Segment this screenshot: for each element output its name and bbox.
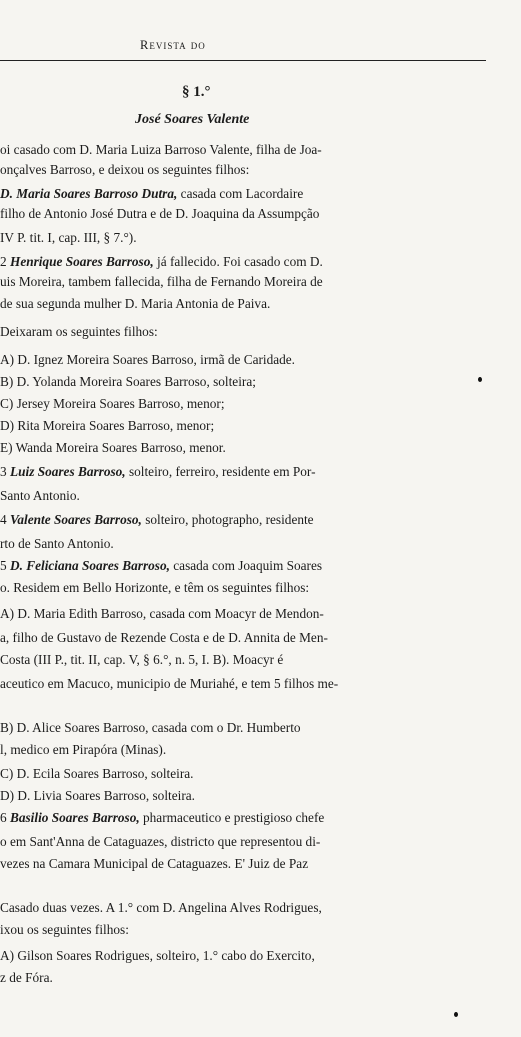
text-line	[0, 922, 129, 938]
text-segment: D) D. Livia Soares Barroso, solteira.	[0, 788, 195, 803]
text-segment: 4	[0, 512, 10, 527]
person-name: D. Feliciana Soares Barroso,	[9, 558, 170, 573]
running-head: Revista do	[140, 38, 206, 52]
text-segment: onçalves Barroso, e deixou os seguintes filhos:	[0, 162, 250, 177]
text-segment: oi casado com D. Maria Luiza Barroso Valente, filha de Joa-	[0, 142, 322, 157]
text-segment: B) D. Alice Soares Barroso, casada com o Dr. Humberto	[0, 720, 301, 735]
text-segment: E) Wanda Moreira Soares Barroso, menor.	[0, 440, 226, 455]
text-line	[0, 630, 328, 646]
text-line	[0, 810, 324, 826]
text-line	[0, 206, 319, 222]
scan-speck	[454, 1012, 458, 1017]
text-segment: pharmaceutico e prestigioso chefe	[139, 810, 325, 825]
section-number: § 1.°	[182, 84, 211, 100]
text-segment: o em Sant'Anna de Cataguazes, districto que representou di-	[0, 834, 321, 849]
text-line	[0, 834, 320, 850]
section-title: José Soares Valente	[135, 112, 250, 127]
text-line	[0, 676, 338, 692]
text-segment: casada com Lacordaire	[177, 186, 304, 201]
text-line	[0, 856, 308, 872]
text-line	[0, 254, 323, 270]
text-segment: D) Rita Moreira Soares Barroso, menor;	[0, 418, 215, 433]
text-line	[0, 324, 158, 340]
text-line	[0, 464, 316, 480]
text-line	[0, 512, 314, 528]
text-line	[0, 274, 323, 290]
header-rule	[0, 60, 486, 61]
text-segment: Deixaram os seguintes filhos:	[0, 324, 158, 339]
person-name: Luiz Soares Barroso,	[9, 464, 126, 479]
text-segment: 2	[0, 254, 10, 269]
text-segment: já fallecido. Foi casado com D.	[153, 254, 323, 269]
text-line	[0, 606, 324, 622]
text-segment: C) D. Ecila Soares Barroso, solteira.	[0, 766, 194, 781]
text-line	[0, 186, 303, 202]
text-segment: A) D. Maria Edith Barroso, casada com Moacyr de Mendon-	[0, 606, 324, 621]
text-segment: Santo Antonio.	[0, 488, 80, 503]
text-line	[0, 900, 322, 916]
text-segment: uis Moreira, tambem fallecida, filha de Fernando Moreira de	[0, 274, 323, 289]
text-line	[0, 652, 283, 668]
text-line	[0, 742, 166, 758]
text-segment: ixou os seguintes filhos:	[0, 922, 129, 937]
person-name: Henrique Soares Barroso,	[9, 254, 154, 269]
text-segment: Costa (III P., tit. II, cap. V, § 6.°, n. 5, I. B). Moacyr é	[0, 652, 284, 667]
text-line	[0, 296, 270, 312]
text-segment: rto de Santo Antonio.	[0, 536, 114, 551]
text-segment: 6	[0, 810, 10, 825]
scan-speck	[478, 377, 482, 382]
text-line	[0, 230, 137, 246]
text-segment: 3	[0, 464, 10, 479]
text-line	[0, 396, 225, 412]
text-line	[0, 948, 315, 964]
text-line	[0, 488, 80, 504]
text-line	[0, 440, 226, 456]
person-name: Basilio Soares Barroso,	[9, 810, 140, 825]
text-segment: o. Residem em Bello Horizonte, e têm os seguintes filhos:	[0, 580, 310, 595]
text-segment: vezes na Camara Municipal de Cataguazes. E' Juiz de Paz	[0, 856, 309, 871]
text-segment: aceutico em Macuco, municipio de Muriahé, e tem 5 filhos me-	[0, 676, 339, 691]
text-segment: B) D. Yolanda Moreira Soares Barroso, solteira;	[0, 374, 256, 389]
text-segment: a, filho de Gustavo de Rezende Costa e de D. Annita de Men-	[0, 630, 328, 645]
person-name: D. Maria Soares Barroso Dutra,	[0, 186, 178, 201]
text-segment: A) D. Ignez Moreira Soares Barroso, irmã de Caridade.	[0, 352, 296, 367]
text-line	[0, 352, 295, 368]
text-line	[0, 788, 195, 804]
text-segment: l, medico em Pirapóra (Minas).	[0, 742, 167, 757]
text-line	[0, 766, 194, 782]
text-line	[0, 536, 114, 552]
text-segment: z de Fóra.	[0, 970, 53, 985]
text-line	[0, 418, 214, 434]
text-segment: solteiro, ferreiro, residente em Por-	[125, 464, 316, 479]
text-segment: IV P. tit. I, cap. III, § 7.°).	[0, 230, 137, 245]
text-line	[0, 162, 249, 178]
text-line	[0, 142, 322, 158]
text-segment: filho de Antonio José Dutra e de D. Joaquina da Assumpção	[0, 206, 320, 221]
text-line	[0, 580, 309, 596]
text-segment: casada com Joaquim Soares	[169, 558, 323, 573]
text-segment: de sua segunda mulher D. Maria Antonia de Paiva.	[0, 296, 271, 311]
text-line	[0, 970, 53, 986]
text-segment: 5	[0, 558, 10, 573]
text-segment: Casado duas vezes. A 1.° com D. Angelina Alves Rodrigues,	[0, 900, 322, 915]
person-name: Valente Soares Barroso,	[9, 512, 142, 527]
text-segment: A) Gilson Soares Rodrigues, solteiro, 1.° cabo do Exercito,	[0, 948, 315, 963]
text-segment: solteiro, photographo, residente	[141, 512, 314, 527]
text-line	[0, 558, 322, 574]
text-segment: C) Jersey Moreira Soares Barroso, menor;	[0, 396, 225, 411]
text-line	[0, 374, 256, 390]
text-line	[0, 720, 301, 736]
